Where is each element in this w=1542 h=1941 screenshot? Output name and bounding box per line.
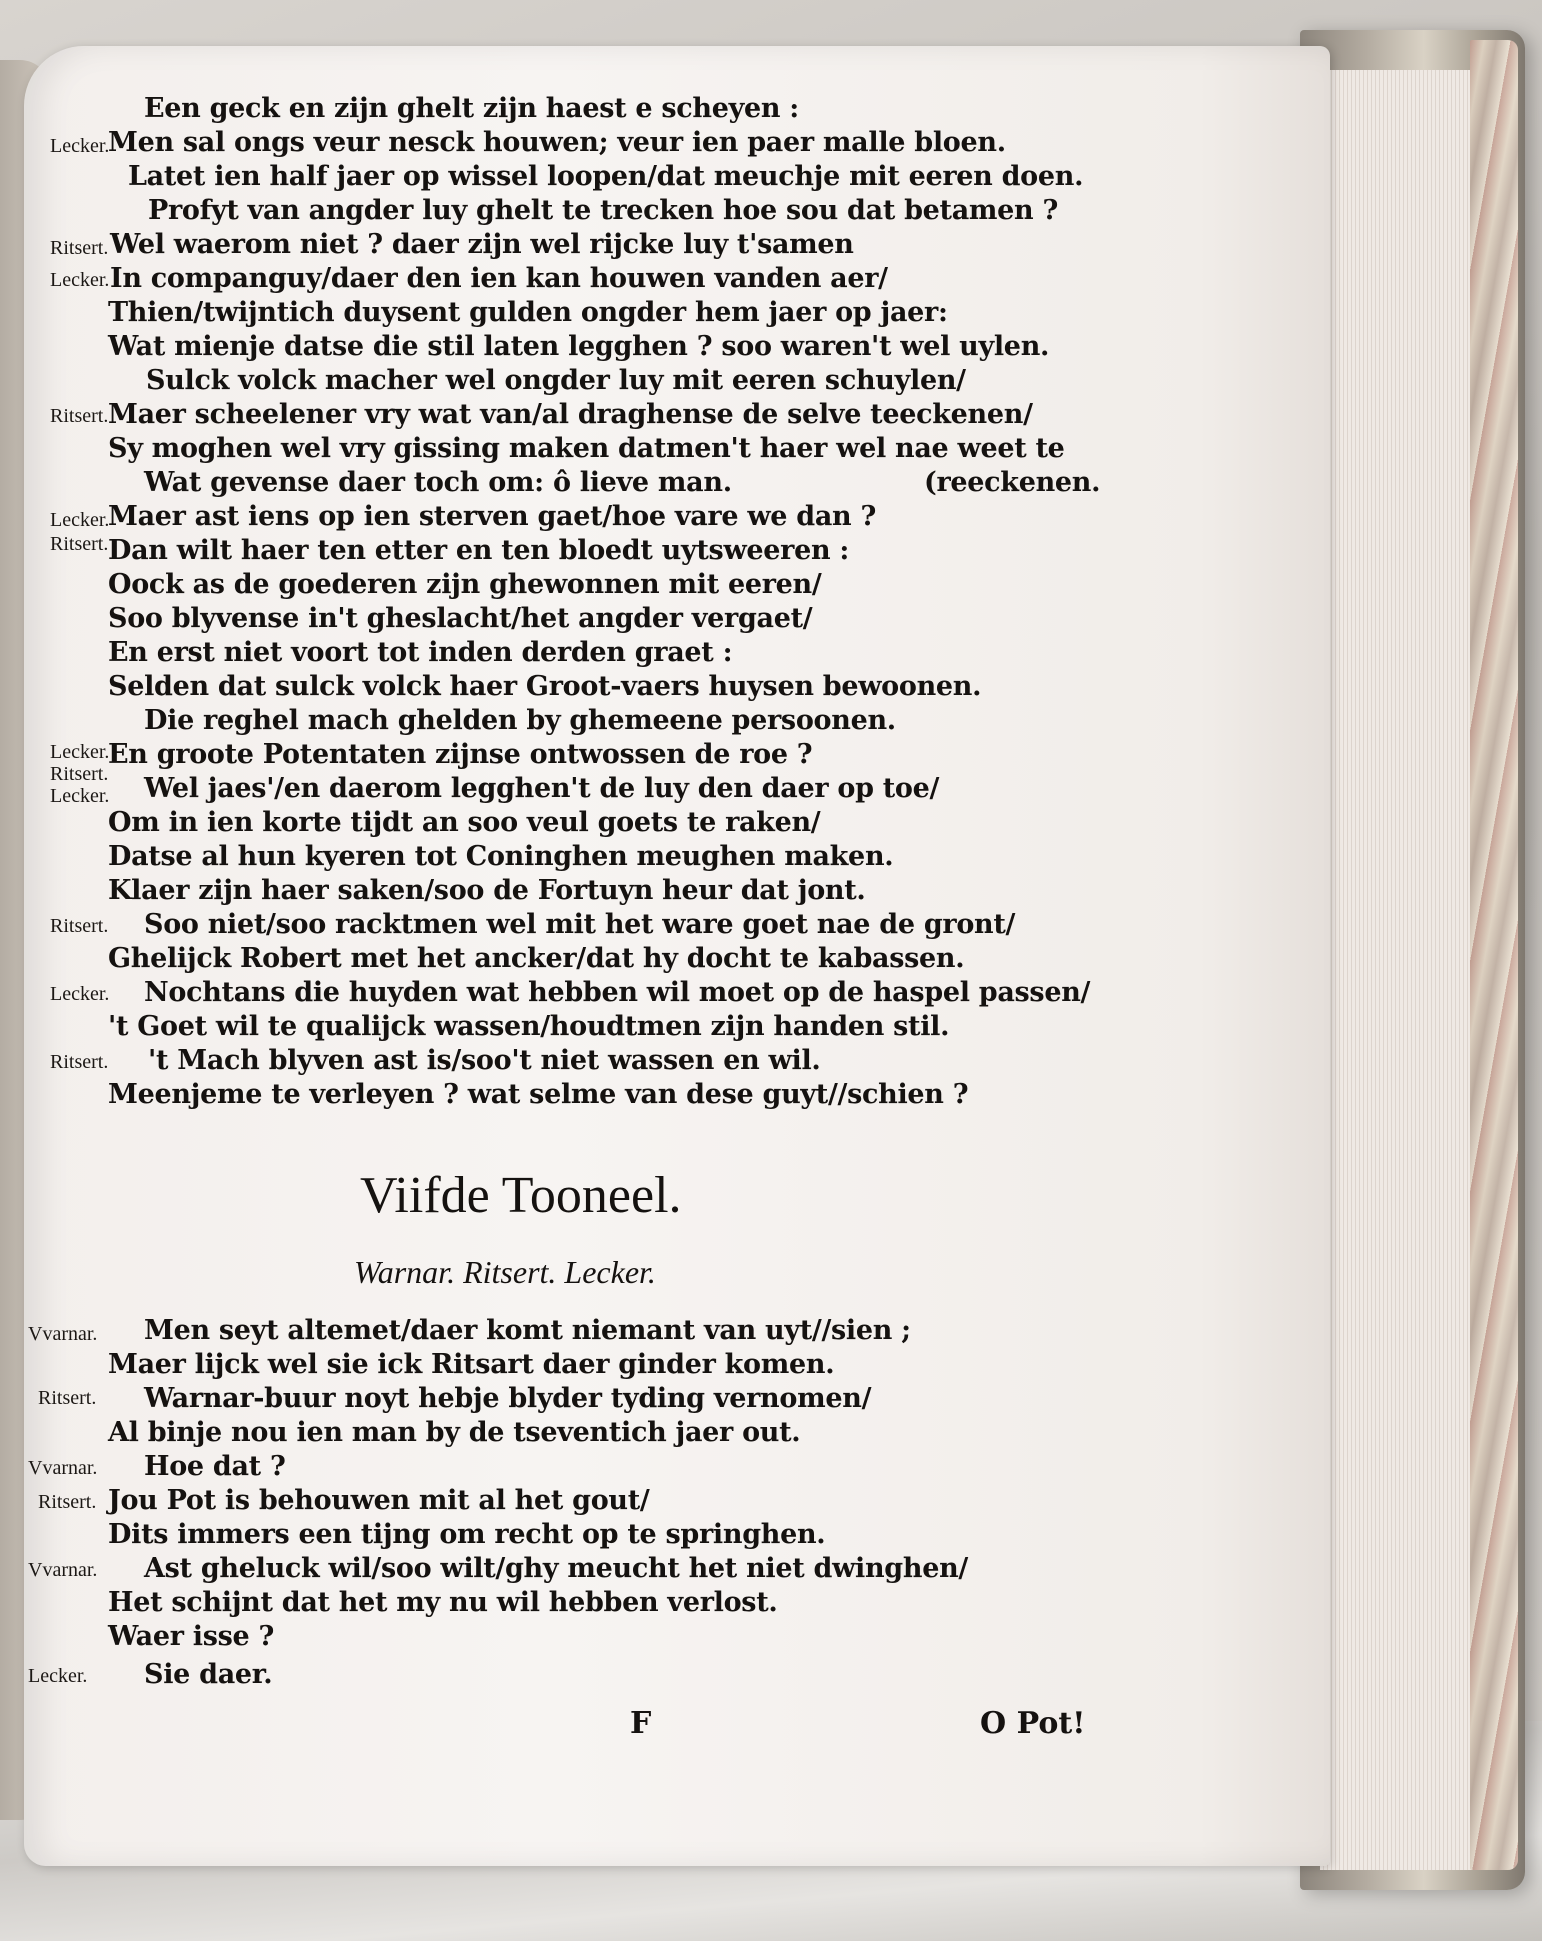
verse-line: Sy moghen wel vry gissing maken datmen't haer wel nae weet te <box>108 433 1065 464</box>
verse-line: Maer ast iens op ien sterven gaet/hoe vare we dan ? <box>108 501 876 532</box>
verse-line: Latet ien half jaer op wissel loopen/dat meuchje mit eeren doen. <box>128 161 1084 192</box>
verse-line: Waer isse ? <box>108 1621 275 1652</box>
speaker-label: Ritsert. <box>50 533 109 555</box>
signature-mark: F <box>630 1706 652 1741</box>
speaker-label: Vvarnar. <box>28 1559 98 1581</box>
marbled-fore-edge <box>1470 40 1518 1870</box>
speaker-label: Ritsert. <box>38 1491 97 1513</box>
scene-cast: Warnar. Ritsert. Lecker. <box>354 1254 656 1290</box>
verse-line: Soo blyvense in't gheslacht/het angder vergaet/ <box>108 603 813 634</box>
verse-line: In companguy/daer den ien kan houwen vanden aer/ <box>110 263 888 294</box>
verse-line: Het schijnt dat het my nu wil hebben verlost. <box>108 1587 778 1618</box>
verse-line: Maer lijck wel sie ick Ritsart daer ginder komen. <box>108 1349 835 1380</box>
overflow-word: (reeckenen. <box>924 467 1101 498</box>
speaker-label: Lecker. <box>50 269 110 291</box>
verse-line: Soo niet/soo racktmen wel mit het ware goet nae de gront/ <box>144 909 1016 940</box>
verse-line: Oock as de goederen zijn ghewonnen mit eeren/ <box>108 569 822 600</box>
catchword: O Pot! <box>980 1706 1086 1741</box>
verse-line: Meenjeme te verleyen ? wat selme van dese guyt//schien ? <box>108 1079 969 1110</box>
speaker-label: Ritsert. <box>50 915 109 937</box>
verse-line: Thien/twijntich duysent gulden ongder hem jaer op jaer: <box>108 297 948 328</box>
speaker-label: Vvarnar. <box>28 1457 98 1479</box>
verse-line: Wel waerom niet ? daer zijn wel rijcke luy t'samen <box>110 229 854 260</box>
verse-line: Nochtans die huyden wat hebben wil moet op de haspel passen/ <box>144 977 1091 1008</box>
verse-line: Men sal ongs veur nesck houwen; veur ien paer malle bloen. <box>108 127 1006 158</box>
speaker-label: Lecker. <box>50 135 110 157</box>
verse-line: Om in ien korte tijdt an soo veul goets te raken/ <box>108 807 821 838</box>
verse-line: Ast gheluck wil/soo wilt/ghy meucht het niet dwinghen/ <box>144 1553 968 1584</box>
speaker-label: Ritsert. <box>50 237 109 259</box>
verse-line: Dan wilt haer ten etter en ten bloedt uytsweeren : <box>108 535 850 566</box>
verse-line: Selden dat sulck volck haer Groot-vaers huysen bewoonen. <box>108 671 982 702</box>
verse-line: Profyt van angder luy ghelt te trecken hoe sou dat betamen ? <box>148 195 1059 226</box>
page-stack <box>1320 70 1480 1870</box>
verse-line: Wel jaes'/en daerom legghen't de luy den daer op toe/ <box>144 773 940 804</box>
speaker-label: Lecker. <box>50 983 110 1005</box>
speaker-label: Ritsert. <box>50 405 109 427</box>
verse-line: Sie daer. <box>144 1659 273 1690</box>
verse-line: Datse al hun kyeren tot Coninghen meughen maken. <box>108 841 894 872</box>
book-page <box>24 46 1330 1866</box>
speaker-label: Lecker. <box>50 785 110 807</box>
verse-line: Men seyt altemet/daer komt niemant van uyt//sien ; <box>144 1315 911 1346</box>
speaker-label: Ritsert. <box>50 763 109 785</box>
verse-line: 't Mach blyven ast is/soo't niet wassen en wil. <box>148 1045 821 1076</box>
verse-line: Dits immers een tijng om recht op te springhen. <box>108 1519 826 1550</box>
verse-line: 't Goet wil te qualijck wassen/houdtmen zijn handen stil. <box>108 1011 950 1042</box>
verse-line: Klaer zijn haer saken/soo de Fortuyn heur dat jont. <box>108 875 866 906</box>
verse-line: Warnar-buur noyt hebje blyder tyding vernomen/ <box>144 1383 872 1414</box>
verse-line: Ghelijck Robert met het ancker/dat hy docht te kabassen. <box>108 943 965 974</box>
scene-heading: Viifde Tooneel. <box>360 1167 682 1224</box>
verse-line: Hoe dat ? <box>144 1451 286 1482</box>
speaker-label: Lecker. <box>50 509 110 531</box>
verse-line: Wat mienje datse die stil laten legghen ? soo waren't wel uylen. <box>108 331 1050 362</box>
speaker-label: Lecker. <box>28 1665 88 1687</box>
speaker-label: Ritsert. <box>50 1051 109 1073</box>
speaker-label: Ritsert. <box>38 1387 97 1409</box>
verse-line: Al binje nou ien man by de tseventich jaer out. <box>108 1417 801 1448</box>
verse-line: Sulck volck macher wel ongder luy mit eeren schuylen/ <box>146 365 966 396</box>
speaker-label: Vvarnar. <box>28 1323 98 1345</box>
verse-line: En erst niet voort tot inden derden graet : <box>108 637 733 668</box>
verse-line: Een geck en zijn ghelt zijn haest e scheyen : <box>144 93 799 124</box>
verse-line: Jou Pot is behouwen mit al het gout/ <box>108 1485 650 1516</box>
verse-line: Wat gevense daer toch om: ô lieve man. <box>144 467 732 498</box>
verse-line: En groote Potentaten zijnse ontwossen de roe ? <box>108 739 813 770</box>
verse-line: Die reghel mach ghelden by ghemeene persoonen. <box>144 705 896 736</box>
verse-line: Maer scheelener vry wat van/al draghense de selve teeckenen/ <box>108 399 1033 430</box>
speaker-label: Lecker. <box>50 741 110 763</box>
